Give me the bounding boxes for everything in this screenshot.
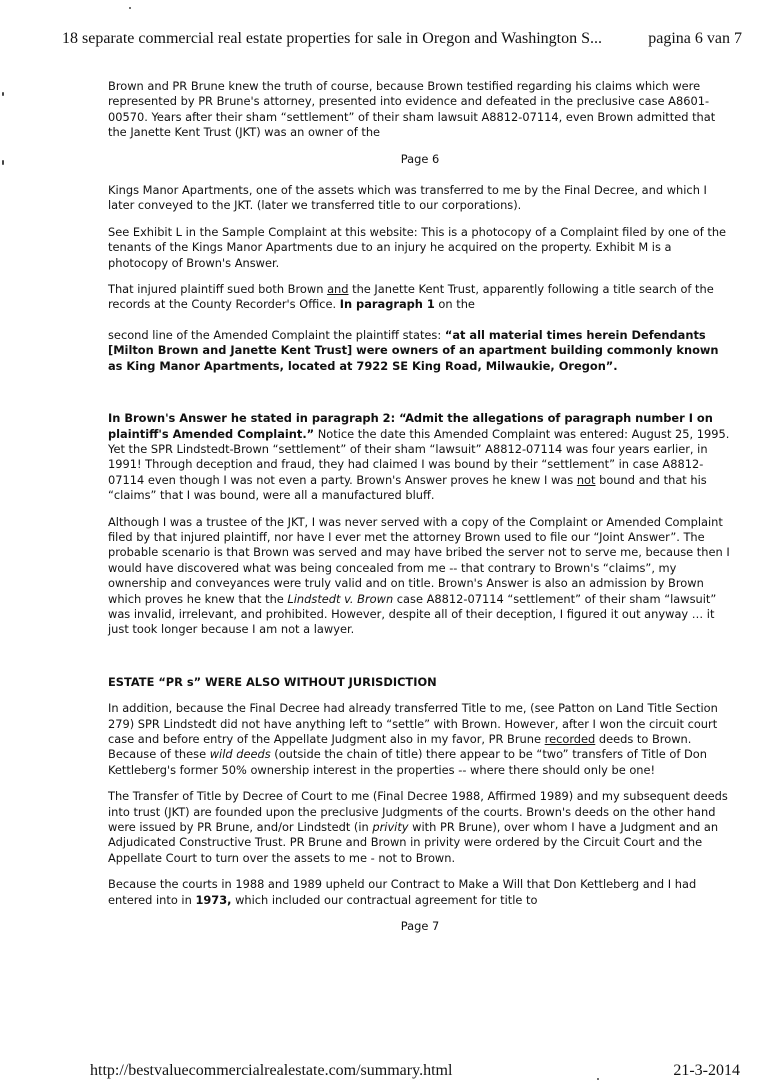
header-title: 18 separate commercial real estate properties for sale in Oregon and Washington S... <box>62 30 603 47</box>
paragraph-trustee <box>108 515 732 638</box>
scan-speck <box>129 7 131 9</box>
bold-text: In paragraph 1 <box>339 297 435 312</box>
footer-url[interactable]: http://bestvaluecommercialrealestate.com/summary.html <box>90 1062 453 1079</box>
paragraph-text: (outside the chain of title) there appear to be “two” transfers of Title of Don Kettleberg's former 50% ownership interest in the properties -- where there should only be one! <box>108 747 707 777</box>
paragraph-injured-plaintiff <box>108 282 732 313</box>
document-body <box>108 79 732 950</box>
paragraph-brown-answer <box>108 411 732 503</box>
paragraph-text: the Janette Kent Trust, apparently following a title search of the records at the County Recorder's Office. <box>108 282 714 312</box>
bold-quote: “at all material times herein Defendants [Milton Brown and Janette Kent Trust] were owners of an apartment building commonly known as King Manor Apartments, located at 7922 SE King Road, Milwaukie, Oregon”. <box>108 327 719 373</box>
paragraph-text: Notice the date this Amended Complaint was entered: August 25, 1995. Yet the SPR Lindstedt-Brown “settlement” of their sham “lawsuit” A8812-07114 was four years earlier, in 1991! Through deception and fraud, they had claimed I was bound by their “settlement” in case A8812-07114 even though I was not even a party. Brown's Answer proves he knew I was <box>108 426 730 487</box>
section-heading: ESTATE “PR s” WERE ALSO WITHOUT JURISDICTION <box>108 674 437 689</box>
paragraph-text: second line of the Amended Complaint the plaintiff states: <box>108 327 445 342</box>
italic-text: wild deeds <box>209 747 271 762</box>
italic-text: privity <box>372 820 409 835</box>
bold-text: 1973, <box>195 892 232 907</box>
paragraph-text: That injured plaintiff sued both Brown <box>108 282 328 297</box>
paragraph-text: Although I was a trustee of the JKT, I was never served with a copy of the Complaint or Amended Complaint filed by that injured plaintiff, nor have I ever met the attorney Brown used to file our “Joint Answer”. The probable scenario is that Brown was served and may have bribed the server not to serve me, because then I would have discovered what was being concealed from me -- that contrary to Brown's “claims”, my ownership and conveyances were truly valid and on title. Brown's Answer is also an admission by Brown which proves he knew that the <box>108 514 730 606</box>
paragraph-text: The Transfer of Title by Decree of Court to me (Final Decree 1988, Affirmed 1989) and my subsequent deeds into trust (JKT) are founded upon the preclusive Judgments of the courts. Brown's deeds on the other hand were issued by PR Brune, and/or Lindstedt (in <box>108 789 728 835</box>
underlined-text: and <box>327 282 349 297</box>
paragraph-kings-manor: Kings Manor Apartments, one of the assets which was transferred to me by the Final Decree, and which I later conveyed to the JKT. (later we transferred title to our corporations). <box>108 183 707 213</box>
paragraph-text: deeds to Brown. Because of these <box>108 732 692 762</box>
bold-quote: In Brown's Answer he stated in paragraph 2: “Admit the allegations of paragraph number I on plaintiff's Amended Complaint.” <box>108 411 713 441</box>
underlined-text: not <box>576 472 596 487</box>
paragraph-final-decree <box>108 701 732 778</box>
paragraph-amended-complaint <box>108 328 732 374</box>
paragraph-contract-will <box>108 877 732 908</box>
print-header <box>62 30 742 48</box>
page-number-6: Page 6 <box>400 151 440 166</box>
paragraph-text: In addition, because the Final Decree had already transferred Title to me, (see Patton on Land Title Section 279) SPR Lindstedt did not have anything left to “settle” with Brown. However, after I won the circuit court case and before entry of the Appellate Judgment also in my favor, PR Brune <box>108 701 718 746</box>
page-number-7: Page 7 <box>400 919 440 934</box>
paragraph-exhibit-l: See Exhibit L in the Sample Complaint at this website: This is a photocopy of a Complaint filed by one of the tenants of the Kings Manor Apartments due to an injury he acquired on the property. Exhibit M is a photocopy of Brown's Answer. <box>108 224 727 270</box>
header-page-info: pagina 6 van 7 <box>648 30 742 47</box>
paragraph-brown-pr-brune <box>108 79 732 141</box>
italic-text: Lindstedt v. Brown <box>287 591 394 606</box>
scan-speck <box>2 160 4 165</box>
print-footer <box>90 1062 740 1080</box>
scan-speck <box>597 1078 599 1080</box>
scan-speck <box>2 92 4 96</box>
paragraph-transfer-of-title <box>108 789 732 866</box>
paragraph-text: with PR Brune), over whom I have a Judgment and an Adjudicated Constructive Trust. PR Brune and Brown in privity were ordered by the Circuit Court and the Appellate Court to turn over the assets to me - not to Brown. <box>108 820 719 865</box>
paragraph-text: bound and that his “claims” that I was bound, were all a manufactured bluff. <box>108 472 707 503</box>
paragraph-text: which included our contractual agreement for title to <box>231 892 538 907</box>
paragraph-text: case A8812-07114 “settlement” of their sham “lawsuit” was invalid, irrelevant, and prohibited. However, despite all of their deception, I figured it out anyway … it just took longer because I am not a lawyer. <box>108 591 717 637</box>
paragraph-text: Brown and PR Brune knew the truth of course, because Brown testified regarding his claims which were represented by PR Brune's attorney, presented into evidence and defeated in the preclusive case A8601-00570. Years after their sham “settlement” of their sham lawsuit A8812-07114, even Brown admitted that the Janette Kent Trust (JKT) was an owner of the <box>108 79 716 140</box>
footer-date: 21-3-2014 <box>673 1062 740 1079</box>
underlined-text: recorded <box>544 732 596 746</box>
paragraph-text: on the <box>434 297 475 312</box>
paragraph-text: Because the courts in 1988 and 1989 upheld our Contract to Make a Will that Don Kettleberg and I had entered into in <box>108 877 697 907</box>
